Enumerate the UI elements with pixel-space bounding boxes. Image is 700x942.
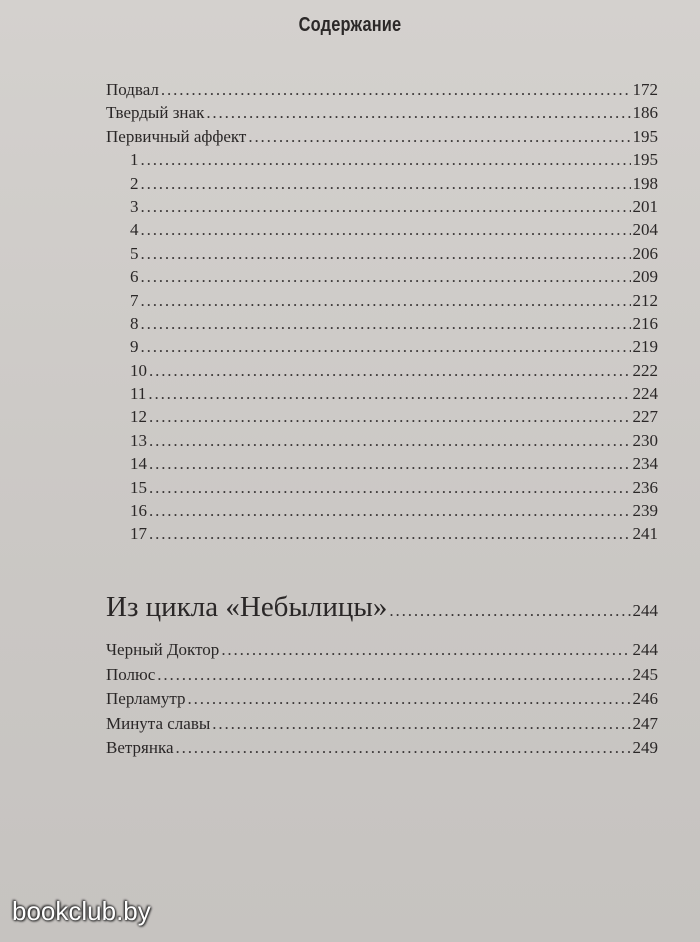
toc-subentry [106,429,658,452]
toc-subentry [106,452,658,475]
leader-dots [141,195,631,218]
toc-subentry [106,265,658,288]
leader-dots [149,429,631,452]
toc-entry-title: Перламутр [106,689,186,708]
leader-dots [148,382,630,405]
toc-subentry-page: 216 [632,313,658,333]
toc-subentry-number: 2 [130,173,139,193]
toc-subentry-page: 236 [632,477,658,497]
toc-subentry-number: 9 [130,337,139,357]
toc-entry [106,712,658,737]
leader-dots [149,452,631,475]
leader-dots [141,242,631,265]
toc-subentry-number: 3 [130,196,139,216]
toc-subentry [106,289,658,312]
toc-list-part2 [106,590,658,761]
toc-subentry-page: 198 [632,173,658,193]
leader-dots [141,172,631,195]
toc-entry-page: 245 [632,664,658,684]
toc-subentry-number: 10 [130,360,147,380]
toc-entry [106,736,658,761]
toc-entry-page: 249 [632,738,658,757]
toc-subentry [106,335,658,358]
toc-subentry-page: 206 [632,243,658,263]
toc-subentry [106,172,658,195]
toc-entry-page: 195 [632,126,658,146]
toc-entry-page: 247 [632,713,658,733]
toc-subentry [106,476,658,499]
toc-subentry [106,359,658,382]
toc-entry [106,125,658,148]
toc-subentry-number: 11 [130,384,147,404]
toc-entry-title: Подвал [106,80,159,99]
toc-entry-page: 246 [632,689,658,708]
toc-subentry-page: 219 [632,337,658,357]
toc-entry-title: Первичный аффект [106,126,247,146]
toc-subentry-page: 239 [632,501,658,521]
toc-entry-page: 186 [632,103,658,123]
toc-subentry-number: 1 [130,150,139,170]
toc-subentry [106,499,658,522]
toc-subentry [106,522,658,545]
toc-subentry-number: 12 [130,407,147,427]
leader-dots [212,712,630,737]
toc-subentry-number: 14 [130,454,147,474]
toc-subentry-page: 222 [632,360,658,380]
toc-subentry-page: 209 [632,267,658,287]
leader-dots [149,499,631,522]
leader-dots [141,148,631,171]
toc-entry [106,687,658,712]
toc-subentry-number: 16 [130,501,147,521]
toc-entry-title: Минута славы [106,713,211,733]
leader-dots [141,289,631,312]
toc-section-heading [106,590,658,624]
toc-subentry-page: 204 [632,220,658,240]
toc-entry-page: 244 [632,640,658,659]
toc-subentry-number: 8 [130,313,139,333]
toc-subentry-number: 13 [130,430,147,450]
toc-subentry-page: 230 [632,430,658,450]
toc-subentry-number: 15 [130,477,147,497]
toc-subentry [106,382,658,405]
toc-subentry-page: 234 [632,454,658,474]
leader-dots [149,359,631,382]
toc-subentry [106,242,658,265]
toc-entry-page: 172 [632,80,658,99]
leader-dots [141,218,631,241]
toc-subentry-page: 241 [632,524,658,544]
toc-subentry-page: 201 [632,196,658,216]
toc-subentry-number: 7 [130,290,139,310]
leader-dots [161,78,631,101]
toc-entry-title: Полюс [106,664,156,684]
toc-entry-title: Твердый знак [106,103,205,123]
leader-dots [141,335,631,358]
toc-entry [106,638,658,663]
leader-dots [157,663,630,688]
toc-subentry [106,148,658,171]
toc-subentry-number: 5 [130,243,139,263]
toc-subentry-page: 224 [632,384,658,404]
toc-entry [106,78,658,101]
leader-dots [141,265,631,288]
leader-dots [141,312,631,335]
leader-dots [248,125,630,148]
toc-subentry-page: 212 [632,290,658,310]
watermark-text: bookclub.by [12,896,151,926]
leader-dots [221,638,630,663]
toc-entry-title: Ветрянка [106,738,174,757]
leader-dots [389,594,630,628]
toc-subentry-number: 17 [130,524,147,544]
leader-dots [149,522,631,545]
toc-subentry [106,312,658,335]
toc-subentry [106,195,658,218]
toc-subentry [106,405,658,428]
section-title: Из цикла «Небылицы» [106,591,388,623]
section-page: 244 [632,601,658,620]
leader-dots [149,476,631,499]
toc-entry-title: Черный Доктор [106,640,220,659]
leader-dots [188,687,631,712]
toc-entry [106,663,658,688]
toc-subentry-page: 227 [632,407,658,427]
leader-dots [176,736,631,761]
leader-dots [149,405,631,428]
leader-dots [206,101,630,124]
toc-entry [106,101,658,124]
toc-list-part1 [106,78,658,546]
toc-subentry-number: 6 [130,267,139,287]
toc-subentry [106,218,658,241]
page-title: Содержание [298,14,402,36]
toc-subentry-page: 195 [632,150,658,170]
toc-subentry-number: 4 [130,220,139,240]
